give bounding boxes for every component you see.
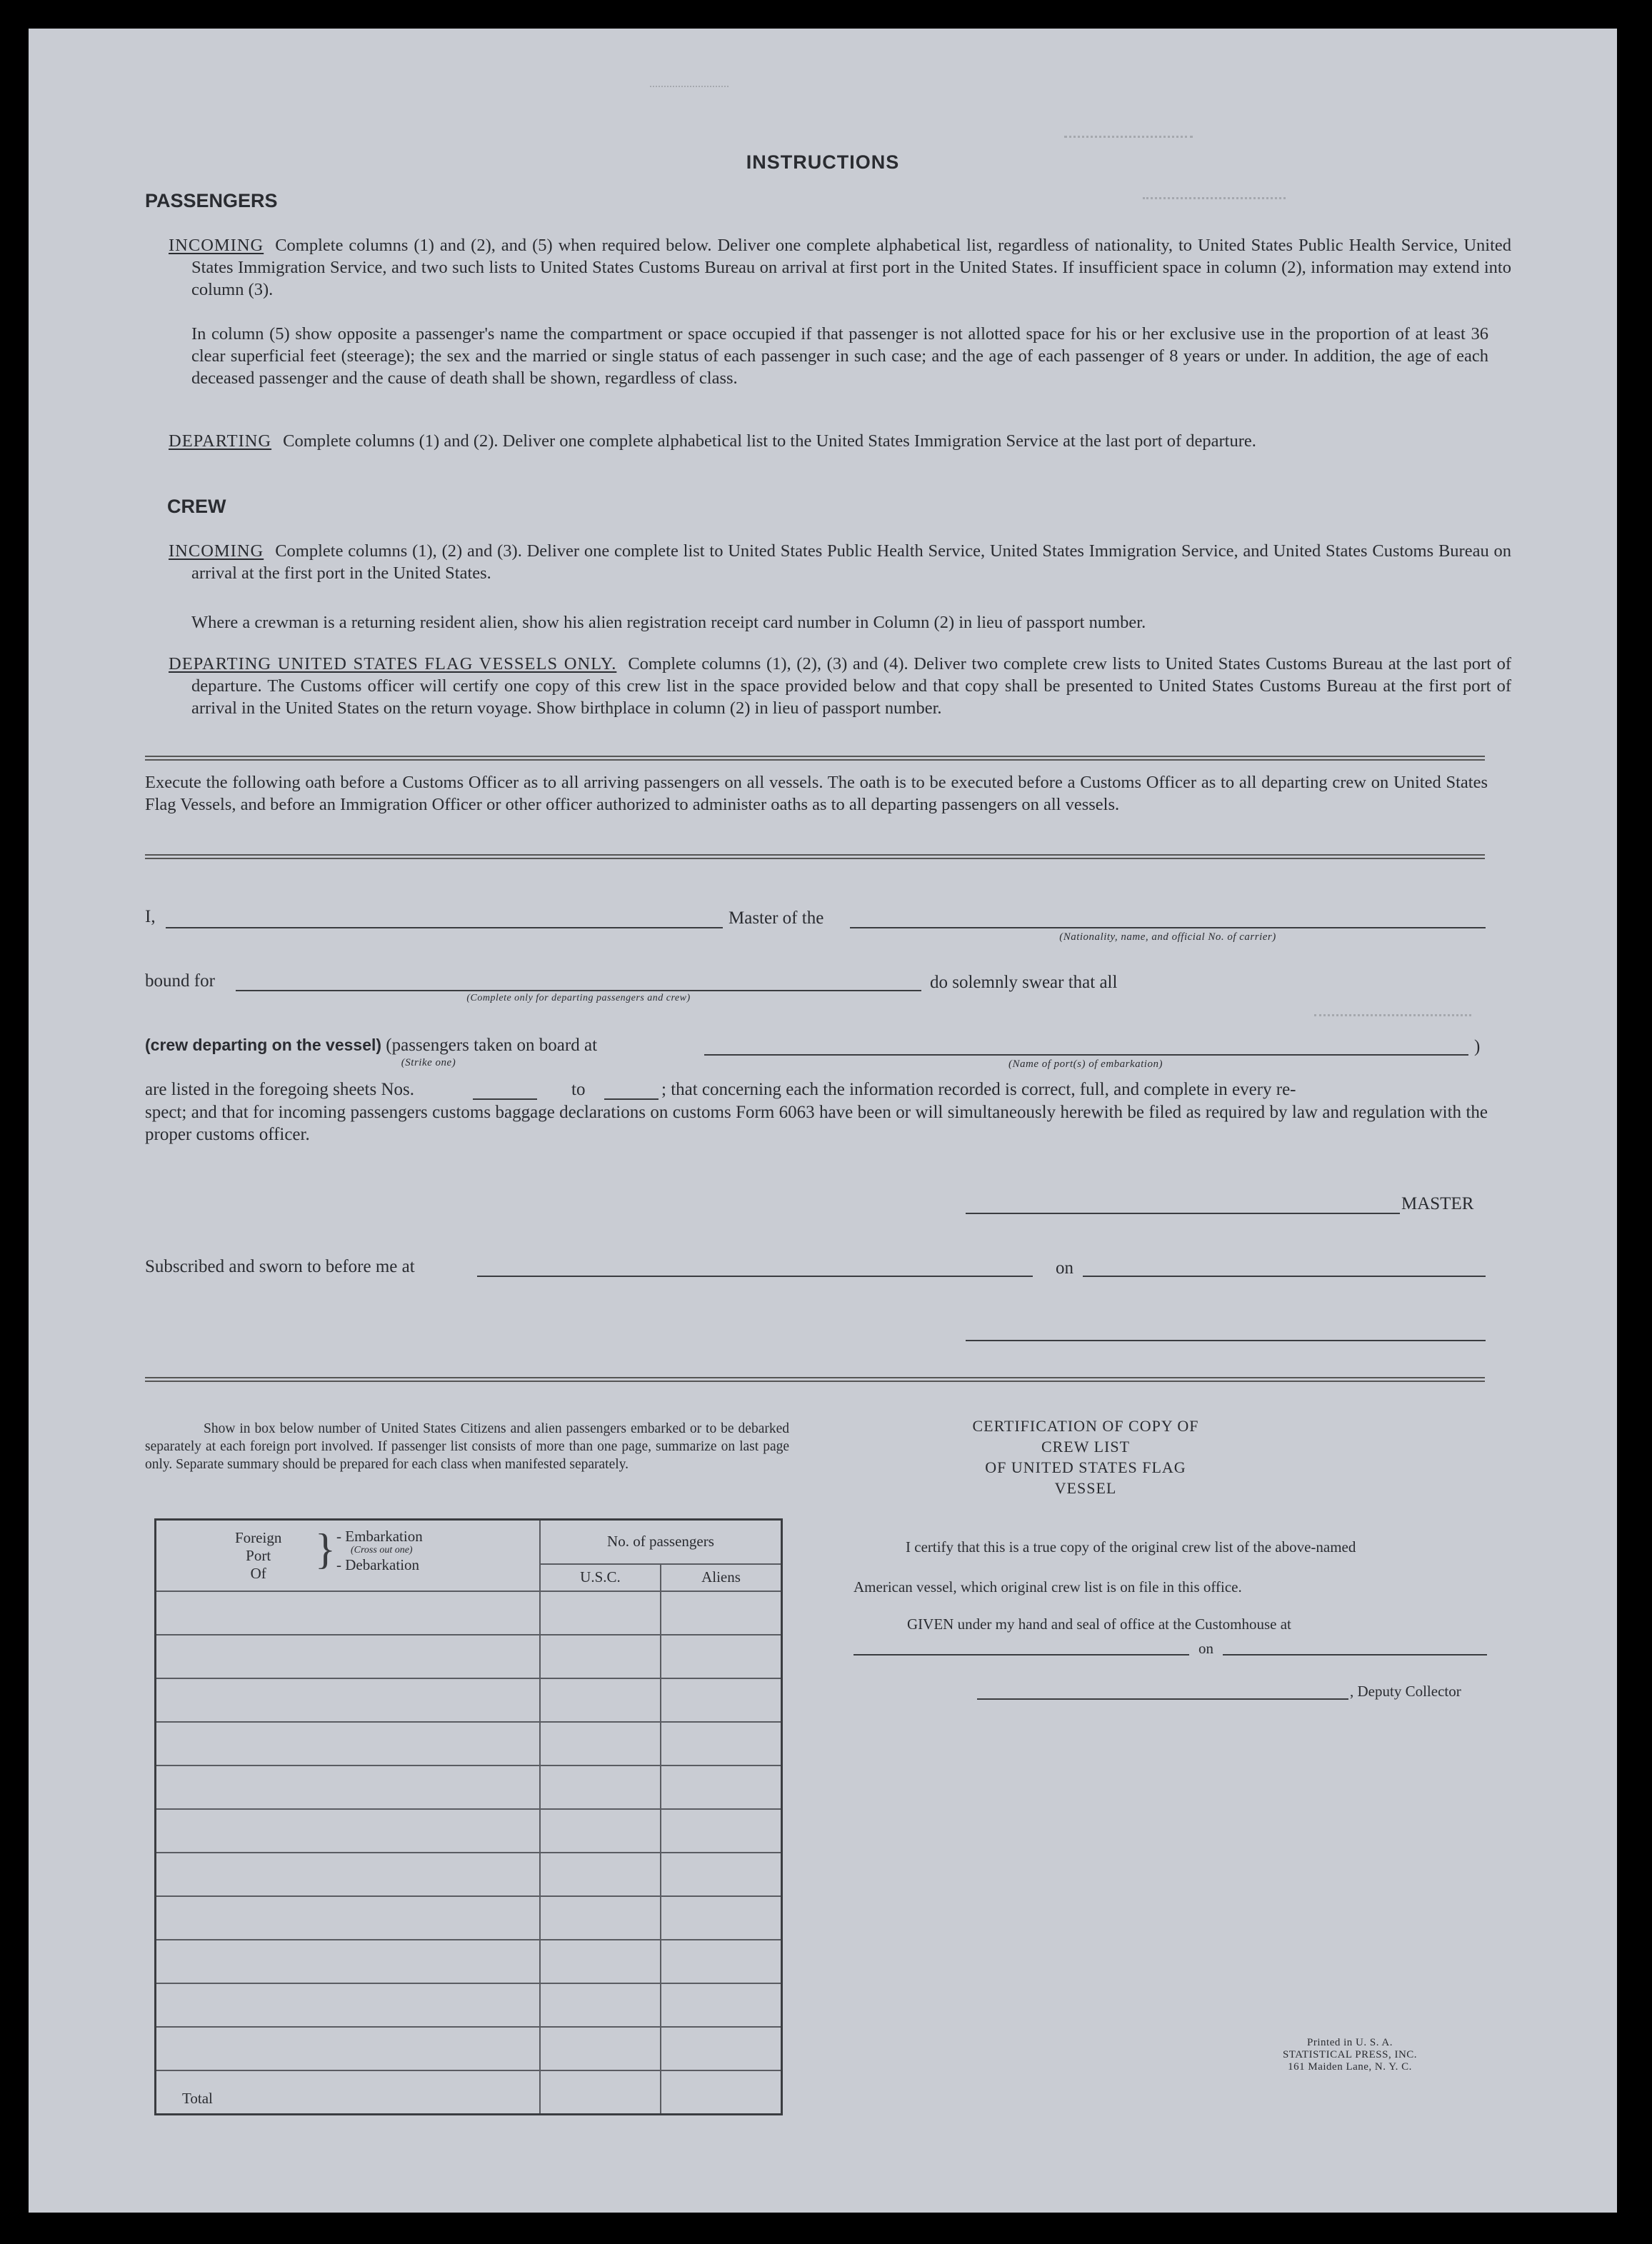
summary-row (156, 1809, 782, 1853)
passengers-departing-lead: DEPARTING (169, 431, 272, 451)
total-usc-cell[interactable] (540, 2070, 661, 2115)
summary-aliens-cell[interactable] (661, 1853, 782, 1896)
summary-row (156, 1765, 782, 1809)
debarkation-option[interactable]: - Debarkation (336, 1556, 420, 1573)
nationality-caption: (Nationality, name, and official No. of carrier) (1059, 931, 1276, 943)
crew-departing-lead: DEPARTING UNITED STATES FLAG VESSELS ONLY. (169, 654, 617, 673)
no-of-passengers-header: No. of passengers (540, 1520, 782, 1564)
close-paren: ) (1474, 1037, 1481, 1056)
officer-signature-field[interactable] (966, 1340, 1486, 1341)
section-divider (145, 854, 1485, 859)
embarkation-port-field[interactable] (704, 1054, 1468, 1056)
summary-aliens-cell[interactable] (661, 1591, 782, 1635)
section-divider (145, 1377, 1485, 1382)
passengers-incoming-lead: INCOMING (169, 236, 264, 255)
passengers-option[interactable]: (passengers taken on board at (386, 1036, 598, 1055)
strike-caption: (Strike one) (401, 1057, 456, 1068)
summary-usc-cell[interactable] (540, 1809, 661, 1853)
summary-port-cell[interactable] (156, 1983, 540, 2027)
crew-incoming-text: Complete columns (1), (2) and (3). Deliver one complete list to United States Public Health Service, United States Immigration Service, and United States Customs Bureau on arrival at the first port in the United States. (191, 541, 1511, 583)
sworn-place-field[interactable] (477, 1276, 1033, 1277)
swear-label: do solemnly swear that all (930, 973, 1118, 992)
usc-header: U.S.C. (540, 1564, 661, 1591)
summary-port-cell[interactable] (156, 1853, 540, 1896)
bound-for-label: bound for (145, 971, 215, 991)
sheet-from-field[interactable] (473, 1098, 537, 1100)
listed-rest-text: ; that concerning each the information recorded is correct, full, and complete in every re- (661, 1080, 1296, 1099)
summary-row (156, 1853, 782, 1896)
certification-title-line1: CERTIFICATION OF COPY OF CREW LIST (972, 1417, 1199, 1456)
passengers-departing-text: Complete columns (1) and (2). Deliver one complete alphabetical list to the United States Immigration Service at the last port of departure. (283, 431, 1256, 451)
certify-text: I certify that this is a true copy of the original crew list of the above-named (906, 1538, 1356, 1556)
bleed-mark (650, 86, 729, 94)
port-header-cell (156, 1520, 540, 1591)
cert-date-field[interactable] (1223, 1654, 1487, 1656)
summary-row (156, 1591, 782, 1635)
summary-port-cell[interactable] (156, 1591, 540, 1635)
subscribed-label: Subscribed and sworn to before me at (145, 1257, 415, 1276)
summary-port-cell[interactable] (156, 1635, 540, 1678)
oath-intro: Execute the following oath before a Customs Officer as to all arriving passengers on all vessels. The oath is to be executed before a Customs Officer as to all departing crew on United States Flag Vessels, and before an Immigration Officer or other officer authorized to administer oaths as to all departing passengers on all vessels. (145, 773, 1488, 814)
summary-row (156, 1896, 782, 1940)
certification-title (957, 1416, 1214, 1498)
summary-port-cell[interactable] (156, 1940, 540, 1983)
sworn-date-field[interactable] (1083, 1276, 1486, 1277)
passenger-summary-table (154, 1518, 783, 2115)
vessel-text: American vessel, which original crew list is on file in this office. (853, 1578, 1242, 1596)
to-label: to (571, 1080, 586, 1099)
summary-usc-cell[interactable] (540, 2027, 661, 2070)
summary-usc-cell[interactable] (540, 1635, 661, 1678)
crew-departing-option[interactable]: (crew departing on the vessel) (145, 1036, 382, 1054)
total-aliens-cell[interactable] (661, 2070, 782, 2115)
passengers-incoming-text: Complete columns (1) and (2), and (5) when required below. Deliver one complete alphabetical list, regardless of nationality, to United States Public Health Service, United States Immigration Service, and two such lists to United States Customs Bureau on arrival at first port in the United States. If insufficient space in column (2), information may extend into column (3). (191, 236, 1511, 299)
bound-for-caption: (Complete only for departing passengers and crew) (466, 993, 691, 1003)
summary-aliens-cell[interactable] (661, 1722, 782, 1765)
crew-departing-paragraph (169, 653, 1511, 719)
summary-usc-cell[interactable] (540, 1853, 661, 1896)
summary-row (156, 2027, 782, 2070)
master-name-field[interactable] (166, 927, 723, 928)
certification-title-line2: OF UNITED STATES FLAG VESSEL (985, 1458, 1186, 1497)
summary-rows (156, 1591, 782, 2070)
summary-usc-cell[interactable] (540, 1940, 661, 1983)
summary-usc-cell[interactable] (540, 1678, 661, 1722)
oath-spect-text: spect; and that for incoming passengers customs baggage declarations on customs Form 6063 have been or will simultaneously herewith be filed as required by law and regulation with the proper customs officer. (145, 1103, 1488, 1144)
foreign-port-label (235, 1529, 281, 1583)
summary-row (156, 1940, 782, 1983)
summary-usc-cell[interactable] (540, 1591, 661, 1635)
summary-usc-cell[interactable] (540, 1896, 661, 1940)
master-signature-field[interactable] (966, 1213, 1400, 1214)
summary-row (156, 1635, 782, 1678)
summary-aliens-cell[interactable] (661, 1765, 782, 1809)
foreign-label: Foreign (235, 1529, 282, 1546)
crew-incoming-paragraph (169, 540, 1511, 584)
passengers-heading: PASSENGERS (145, 190, 278, 211)
deputy-collector-label: , Deputy Collector (1350, 1683, 1461, 1700)
form-sheet (29, 29, 1617, 2213)
summary-row (156, 1678, 782, 1722)
customhouse-field[interactable] (853, 1654, 1189, 1656)
crew-resident-paragraph: Where a crewman is a returning resident alien, show his alien registration receipt card number in Column (2) in lieu of passport number. (191, 613, 1146, 632)
section-divider (145, 756, 1485, 761)
embark-debark-options (336, 1528, 423, 1573)
summary-note: Show in box below number of United States Citizens and alien passengers embarked or to be debarked separately at each foreign port involved. If passenger list consists of more than one page, summarize on last page only. Separate summary should be prepared for each class when manifested separately. (145, 1421, 789, 1472)
crew-passengers-line (145, 1036, 597, 1056)
port-label: Port (246, 1547, 271, 1564)
crew-heading: CREW (167, 496, 226, 517)
cert-on-label: on (1198, 1640, 1213, 1657)
summary-aliens-cell[interactable] (661, 2027, 782, 2070)
oath-i-label: I, (145, 907, 156, 926)
summary-usc-cell[interactable] (540, 1722, 661, 1765)
summary-aliens-cell[interactable] (661, 1896, 782, 1940)
given-text: GIVEN under my hand and seal of office at the Customhouse at (907, 1616, 1291, 1633)
master-label: MASTER (1401, 1194, 1474, 1213)
cross-out-caption: (Cross out one) (351, 1545, 413, 1556)
summary-usc-cell[interactable] (540, 1983, 661, 2027)
passengers-column5-paragraph: In column (5) show opposite a passenger's name the compartment or space occupied if that passenger is not allotted space for his or her exclusive use in the proportion of at least 36 clear superficial feet (steerage); the sex and the married or single status of each passenger in such case; and the age of each passenger of 8 years or under. In addition, the age of each deceased passenger and the cause of death shall be shown, regardless of class. (191, 324, 1488, 388)
summary-port-cell[interactable] (156, 1896, 540, 1940)
summary-port-cell[interactable] (156, 1809, 540, 1853)
summary-aliens-cell[interactable] (661, 1678, 782, 1722)
crew-departing-text: Complete columns (1), (2), (3) and (4). Deliver two complete crew lists to United States Customs Bureau at the last port of departure. The Customs officer will certify one copy of this crew list in the space provided below and that copy shall be presented to United States Customs Bureau at the first port of arrival in the United States on the return voyage. Show birthplace in column (2) in lieu of passport number. (191, 654, 1511, 718)
crew-incoming-lead: INCOMING (169, 541, 264, 561)
summary-port-cell[interactable] (156, 1722, 540, 1765)
total-label: Total (156, 2070, 540, 2115)
listed-label: are listed in the foregoing sheets Nos. (145, 1080, 414, 1099)
bleed-mark (1314, 1014, 1471, 1023)
summary-usc-cell[interactable] (540, 1765, 661, 1809)
bound-for-field[interactable] (236, 990, 921, 991)
aliens-header: Aliens (661, 1564, 782, 1591)
sworn-on-label: on (1056, 1258, 1073, 1278)
bleed-mark (1064, 136, 1193, 145)
summary-port-cell[interactable] (156, 1678, 540, 1722)
carrier-field[interactable] (850, 927, 1486, 928)
passengers-departing-paragraph (169, 430, 1511, 452)
brace-glyph: } (315, 1526, 336, 1573)
of-label: Of (250, 1565, 266, 1582)
printer-line1: Printed in U. S. A. (1307, 2037, 1393, 2048)
summary-row (156, 1983, 782, 2027)
summary-aliens-cell[interactable] (661, 1635, 782, 1678)
summary-aliens-cell[interactable] (661, 1809, 782, 1853)
bleed-mark (1143, 197, 1286, 206)
embarkation-option[interactable]: - Embarkation (336, 1528, 423, 1545)
summary-port-cell[interactable] (156, 2027, 540, 2070)
printer-line2: STATISTICAL PRESS, INC. (1282, 2049, 1418, 2060)
master-of-label: Master of the (729, 908, 824, 928)
embarkation-caption: (Name of port(s) of embarkation) (1008, 1058, 1163, 1070)
passengers-incoming-paragraph (169, 234, 1511, 301)
printer-line3: 161 Maiden Lane, N. Y. C. (1288, 2061, 1412, 2073)
deputy-signature-field[interactable] (977, 1698, 1348, 1700)
summary-aliens-cell[interactable] (661, 1983, 782, 2027)
summary-aliens-cell[interactable] (661, 1940, 782, 1983)
summary-row (156, 1722, 782, 1765)
sheet-to-field[interactable] (604, 1098, 659, 1100)
page-title: INSTRUCTIONS (746, 151, 900, 173)
summary-port-cell[interactable] (156, 1765, 540, 1809)
printer-imprint (1264, 2037, 1436, 2073)
